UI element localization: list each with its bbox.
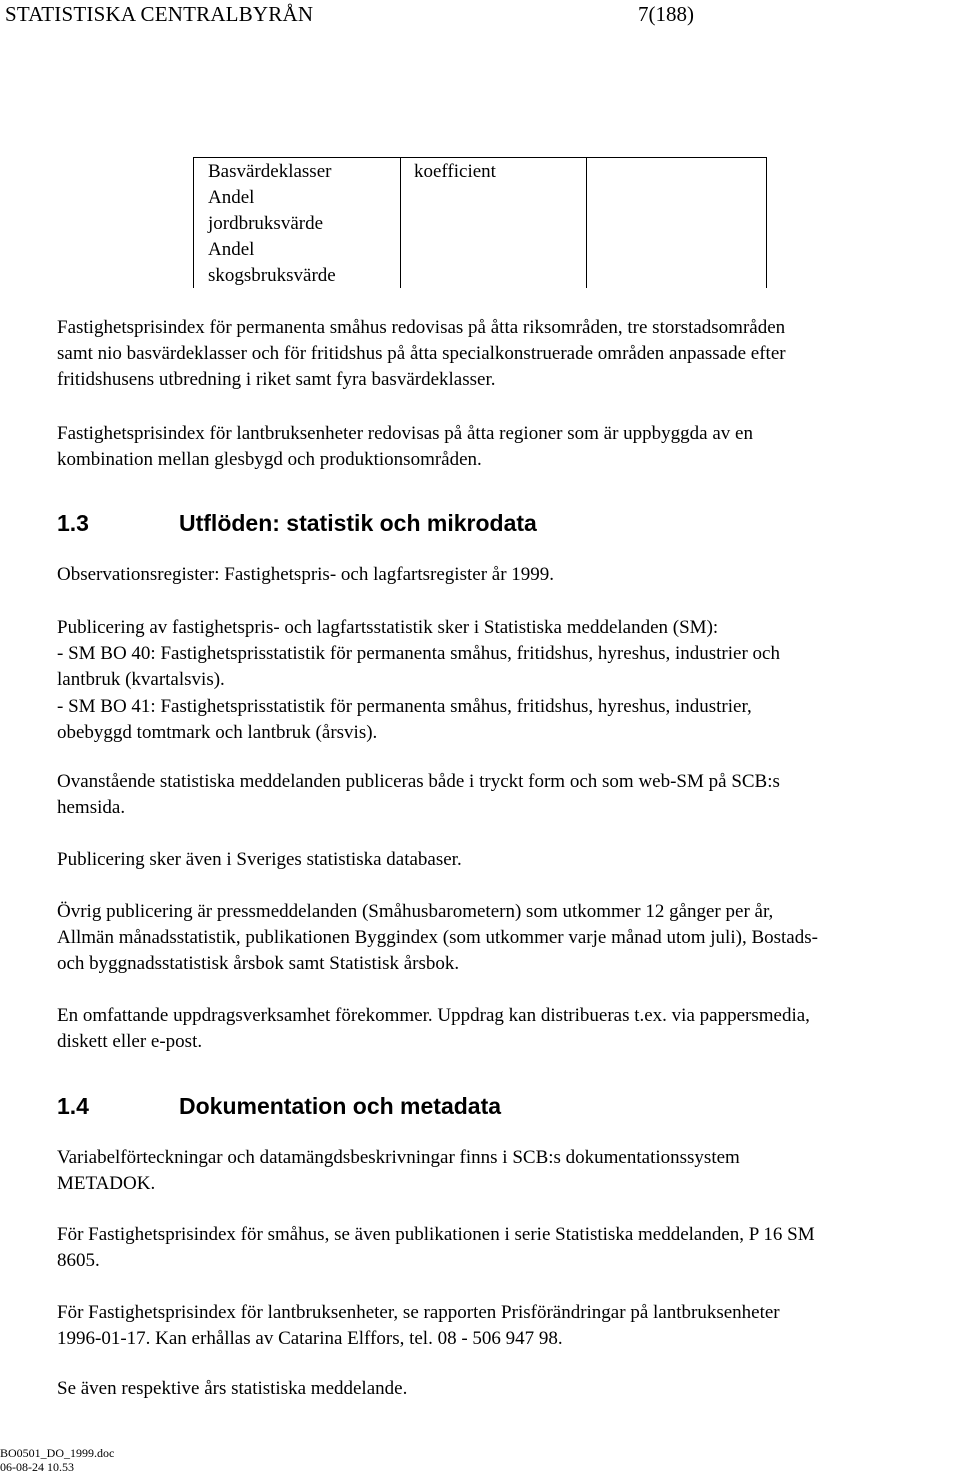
paragraph-metadok <box>57 1145 947 1197</box>
text-line: hemsida. <box>57 797 126 819</box>
paragraph-assignments <box>57 1003 947 1055</box>
paragraph-small-house-publication <box>57 1222 947 1274</box>
text-line: diskett eller e-post. <box>57 1031 203 1053</box>
text-line: Publicering av fastighetspris- och lagfartsstatistik sker i Statistiska meddelanden (SM): <box>57 617 719 638</box>
header-page-number: 7(188) <box>638 2 694 26</box>
paragraph-small-house-index <box>57 315 947 394</box>
text-line: 1996-01-17. Kan erhållas av Catarina Elffors, tel. 08 - 506 947 98. <box>57 1328 563 1350</box>
text-line: Observationsregister: Fastighetspris- och lagfartsregister år 1999. <box>57 564 555 585</box>
text-line: samt nio basvärdeklasser och för fritidshus på åtta specialkonstruerade områden anpassade efter <box>57 343 786 365</box>
section-number: 1.3 <box>57 510 89 536</box>
header-org: STATISTISKA CENTRALBYRÅN <box>5 2 314 26</box>
paragraph-agricultural-index <box>57 421 947 473</box>
table-cell-line: Andel <box>208 187 255 208</box>
section-number: 1.4 <box>57 1093 89 1119</box>
table-border-right <box>766 157 767 288</box>
paragraph-agricultural-report <box>57 1300 947 1352</box>
table-border-mid2 <box>586 157 587 288</box>
text-line: Ovanstående statistiska meddelanden publiceras både i tryckt form och som web-SM på SCB:s <box>57 771 780 792</box>
text-line: Allmän månadsstatistik, publikationen Byggindex (som utkommer varje månad utom juli), Bostads- <box>57 927 818 949</box>
footer-timestamp: 06-08-24 10.53 <box>0 1460 74 1474</box>
section-heading-1-3 <box>57 510 537 537</box>
table-border-top <box>193 157 767 158</box>
text-line: För Fastighetsprisindex för lantbruksenheter, se rapporten Prisförändringar på lantbruksenheter <box>57 1302 780 1323</box>
table-cell-labels <box>208 159 336 289</box>
paragraph-publication-sm <box>57 615 947 746</box>
table-cell-coefficient: koefficient <box>414 161 496 182</box>
section-title: Utflöden: statistik och mikrodata <box>179 510 537 536</box>
table-cell-line: jordbruksvärde <box>208 213 324 234</box>
paragraph-web-sm <box>57 769 947 821</box>
table-cell-line: Andel <box>208 239 255 260</box>
paragraph-other-publication <box>57 899 947 978</box>
text-line: - SM BO 40: Fastighetsprisstatistik för permanenta småhus, fritidshus, hyreshus, industrier och <box>57 643 780 665</box>
table-border-left <box>193 157 194 288</box>
text-line: lantbruk (kvartalsvis). <box>57 669 225 691</box>
text-line: - SM BO 41: Fastighetsprisstatistik för permanenta småhus, fritidshus, hyreshus, industrier, <box>57 695 752 717</box>
text-line: och byggnadsstatistisk årsbok samt Statistisk årsbok. <box>57 953 460 975</box>
text-line: METADOK. <box>57 1173 156 1195</box>
text-line: Övrig publicering är pressmeddelanden (Småhusbarometern) som utkommer 12 gånger per år, <box>57 901 774 922</box>
paragraph-databases <box>57 847 947 873</box>
table-cell-line: Basvärdeklasser <box>208 161 332 182</box>
section-heading-1-4 <box>57 1093 501 1120</box>
section-title: Dokumentation och metadata <box>179 1093 502 1119</box>
text-line: För Fastighetsprisindex för småhus, se även publikationen i serie Statistiska meddelanden, P 16 SM <box>57 1224 815 1245</box>
footer-filename: BO0501_DO_1999.doc <box>0 1446 115 1460</box>
paragraph-see-also <box>57 1376 947 1402</box>
text-line: En omfattande uppdragsverksamhet förekommer. Uppdrag kan distribueras t.ex. via pappersmedia, <box>57 1005 810 1026</box>
text-line: fritidshusens utbredning i riket samt fyra basvärdeklasser. <box>57 369 496 391</box>
table-cell-line: skogsbruksvärde <box>208 265 336 286</box>
paragraph-observation-register <box>57 562 947 588</box>
text-line: obebyggd tomtmark och lantbruk (årsvis). <box>57 721 378 743</box>
text-line: 8605. <box>57 1250 100 1272</box>
table-border-mid <box>400 157 401 288</box>
text-line: Fastighetsprisindex för lantbruksenheter redovisas på åtta regioner som är uppbyggda av en <box>57 423 753 444</box>
text-line: Publicering sker även i Sveriges statistiska databaser. <box>57 849 462 870</box>
text-line: kombination mellan glesbygd och produktionsområden. <box>57 449 482 471</box>
text-line: Variabelförteckningar och datamängdsbeskrivningar finns i SCB:s dokumentationssystem <box>57 1147 740 1168</box>
text-line: Fastighetsprisindex för permanenta småhus redovisas på åtta riksområden, tre storstadsområden <box>57 317 786 338</box>
text-line: Se även respektive års statistiska meddelande. <box>57 1378 408 1399</box>
